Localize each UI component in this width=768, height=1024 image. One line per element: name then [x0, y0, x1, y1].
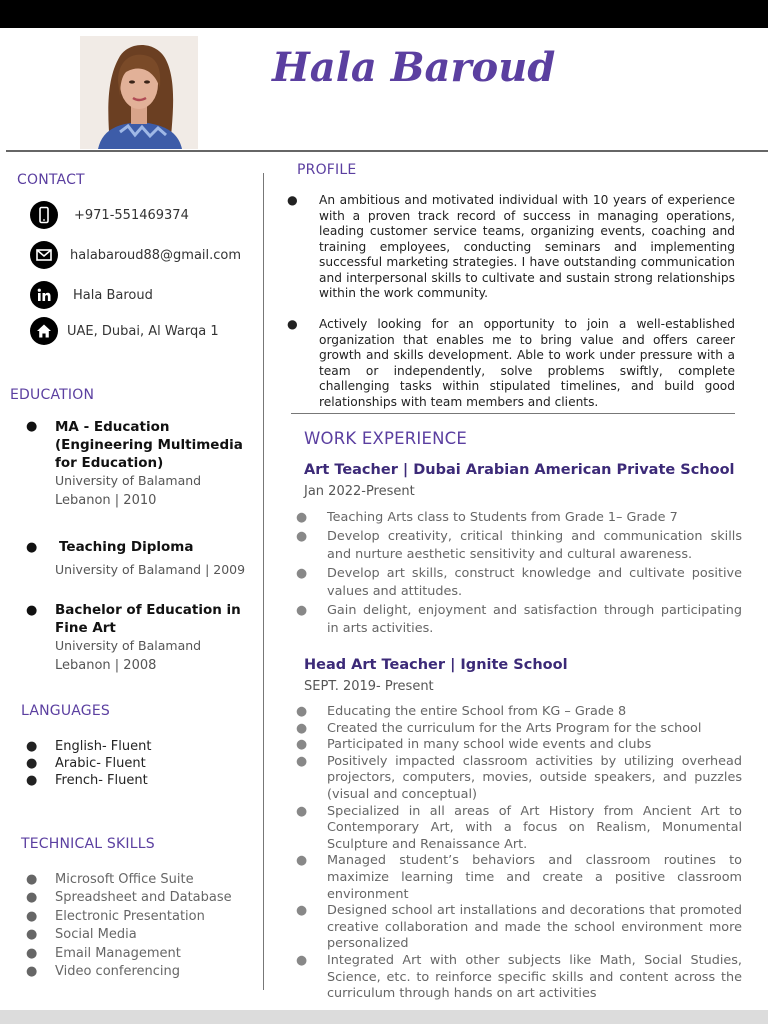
list-item: ● Electronic Presentation	[26, 908, 205, 924]
list-item: ● French- Fluent	[26, 773, 148, 788]
linkedin-icon	[30, 281, 58, 309]
edu-place-1: Lebanon | 2010	[55, 493, 157, 508]
home-icon	[30, 317, 58, 345]
job-date-1: Jan 2022-Present	[304, 484, 415, 499]
contact-email-text: halabaroud88@gmail.com	[70, 247, 242, 263]
edu-school-1: University of Balamand	[55, 473, 202, 488]
profile-heading: PROFILE	[297, 162, 357, 178]
contact-linkedin[interactable]	[30, 281, 153, 309]
edu-degree-1: MA - Education (Engineering Multimedia for Education)	[55, 419, 243, 471]
education-heading: EDUCATION	[10, 387, 95, 403]
job-title-2: Head Art Teacher | Ignite School	[304, 657, 568, 673]
list-item: ● Designed school art installations and decorations that promoted creative collaboration and made the school environment more personalized	[296, 903, 742, 952]
list-item: ● Gain delight, enjoyment and satisfaction through participating in arts activities.	[296, 602, 742, 636]
edu-school-2: University of Balamand | 2009	[55, 562, 246, 577]
skills-heading: TECHNICAL SKILLS	[21, 836, 155, 852]
email-icon	[30, 241, 58, 269]
list-item: ● Positively impacted classroom activities by utilizing overhead projectors, computers, movies, outside speakers, and puzzles (visual and conceptual)	[296, 753, 742, 802]
bottom-bar	[0, 1010, 768, 1024]
edu-degree-3: Bachelor of Education in Fine Art	[55, 602, 241, 636]
job-duties-1	[296, 509, 742, 639]
list-item: ● Video conferencing	[26, 964, 181, 980]
list-item: ● Email Management	[26, 945, 181, 961]
top-bar	[0, 0, 768, 28]
contact-heading: CONTACT	[17, 172, 85, 188]
contact-address-text: UAE, Dubai, Al Warqa 1	[67, 323, 219, 339]
list-item: ● Educating the entire School from KG – Grade 8	[296, 704, 627, 719]
list-item: ● Created the curriculum for the Arts Program for the school	[296, 720, 702, 736]
languages-list	[26, 738, 151, 789]
contact-linkedin-text: Hala Baroud	[73, 287, 153, 303]
header-divider	[6, 150, 768, 152]
edu-bullet: ●	[26, 540, 38, 555]
list-item: ● Spreadsheet and Database	[26, 890, 232, 906]
edu-place-3: Lebanon | 2008	[55, 658, 157, 673]
contact-address	[30, 317, 219, 345]
candidate-name: Hala Baroud	[272, 44, 556, 91]
list-item: ● Develop art skills, construct knowledge and cultivate positive values and attitudes.	[296, 565, 742, 599]
job-duties-2	[296, 704, 742, 1003]
list-item: ● Develop creativity, critical thinking and communication skills and nurture aesthetic sensitivity and cultural awareness.	[296, 528, 742, 562]
profile-paragraph-1: ● An ambitious and motivated individual with 10 years of experience with a proven track record of success in managing operations, leading customer service teams, organizing events, coaching and training employees, conducting seminars and implementing successful marketing strategies. I have outstanding communication and interpersonal skills to cultivate and sustain strong relationships within the work community.	[287, 193, 735, 300]
experience-heading: WORK EXPERIENCE	[304, 429, 467, 448]
list-item: ● Managed student’s behaviors and classroom routines to maximize learning time and create a positive classroom environment	[296, 853, 742, 902]
list-item: ● Social Media	[26, 927, 137, 943]
list-item: ● Arabic- Fluent	[26, 756, 146, 771]
languages-heading: LANGUAGES	[21, 703, 110, 719]
list-item: ● Integrated Art with other subjects like Math, Social Studies, Science, etc. to reinforce specific skills and content across the curriculum through hands on art activities	[296, 952, 742, 1002]
profile-list-2	[287, 317, 735, 410]
profile-photo	[80, 36, 198, 149]
list-item: ● Specialized in all areas of Art History from Ancient Art to Contemporary Art, with a focus on Realism, Monumental Sculpture and Renaissance Art.	[296, 803, 742, 852]
column-divider	[263, 173, 264, 990]
profile-paragraph-2: ● Actively looking for an opportunity to join a well-established organization that enables me to bring value and offers career growth and skills development. Able to work under pressure with a team or independently, solve problems swiftly, complete challenging tasks within stipulated timelines, and build good relationships with team members and clients.	[287, 317, 735, 409]
list-item: ● English- Fluent	[26, 739, 152, 754]
list-item: ● Microsoft Office Suite	[26, 872, 194, 887]
list-item: ● Teaching Arts class to Students from Grade 1– Grade 7	[296, 510, 678, 525]
edu-bullet: ●	[26, 419, 38, 434]
edu-degree-2: Teaching Diploma	[59, 539, 194, 555]
job-title-1: Art Teacher | Dubai Arabian American Private School	[304, 462, 735, 478]
edu-school-3: University of Balamand	[55, 638, 202, 653]
contact-email[interactable]	[30, 241, 241, 269]
contact-phone	[30, 201, 189, 229]
edu-bullet: ●	[26, 603, 38, 618]
profile-divider	[291, 413, 735, 414]
job-date-2: SEPT. 2019- Present	[304, 679, 434, 694]
list-item: ● Participated in many school wide events and clubs	[296, 737, 652, 753]
profile-list	[287, 193, 735, 302]
phone-icon	[30, 201, 58, 229]
contact-phone-text: +971-551469374	[74, 207, 189, 223]
skills-list	[26, 871, 232, 981]
